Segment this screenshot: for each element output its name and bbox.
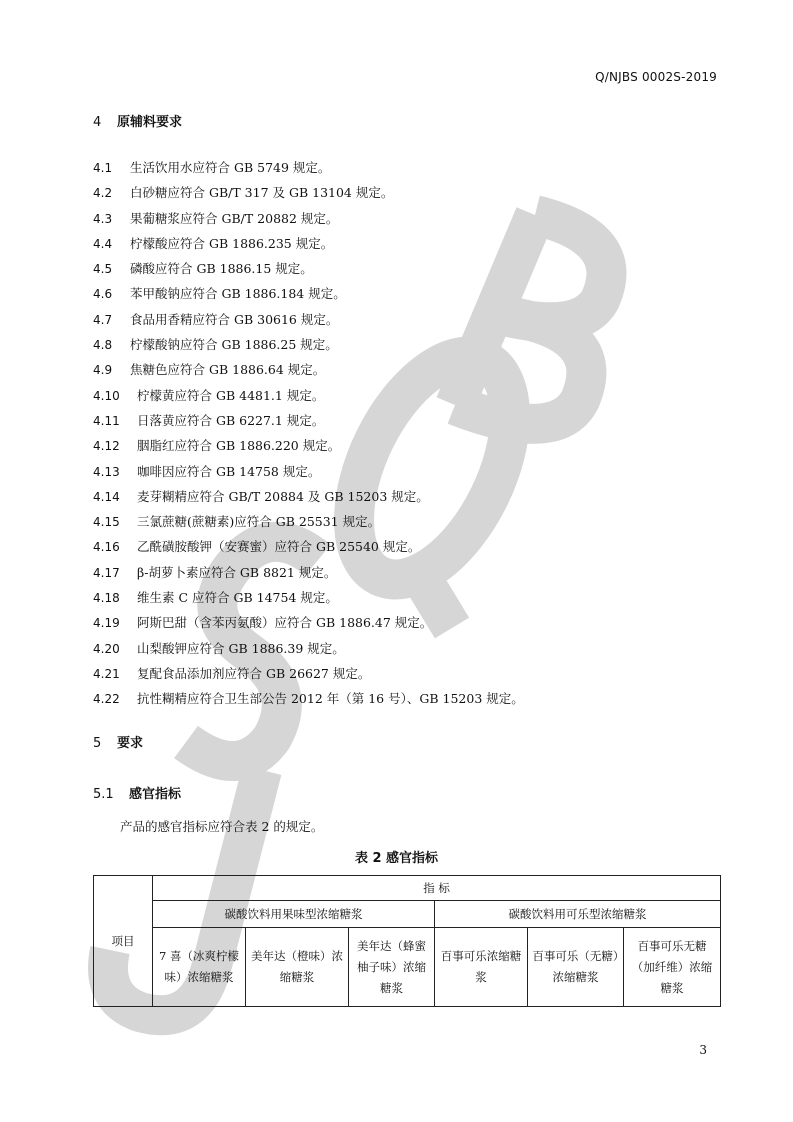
- clause-number: 4.8: [93, 338, 113, 353]
- clause-text: 磷酸应符合 GB 1886.15 规定。: [130, 261, 313, 277]
- clause-item: [93, 459, 524, 484]
- clause-text: 麦芽糊精应符合 GB/T 20884 及 GB 15203 规定。: [137, 488, 429, 504]
- clause-text: 柠檬酸应符合 GB 1886.235 规定。: [130, 235, 334, 251]
- clause-item: [93, 357, 524, 382]
- clause-text: 柠檬酸钠应符合 GB 1886.25 规定。: [130, 337, 338, 353]
- clause-item: [93, 636, 524, 661]
- clause-list: [93, 155, 524, 712]
- clause-item: [93, 408, 524, 433]
- clause-text: 果葡糖浆应符合 GB/T 20882 规定。: [130, 210, 339, 226]
- clause-item: [93, 155, 524, 180]
- table-caption: 表 2 感官指标: [354, 851, 439, 866]
- clause-item: [93, 256, 524, 281]
- clause-number: 4.21: [93, 666, 120, 681]
- column-header-cell: 美年达（橙味）浓缩糖浆: [246, 928, 349, 1007]
- section-title: 要求: [117, 736, 144, 751]
- column-header-cell: 百事可乐（无糖）浓缩糖浆: [528, 928, 624, 1007]
- clause-text: 苯甲酸钠应符合 GB 1886.184 规定。: [130, 286, 346, 302]
- clause-text: 复配食品添加剂应符合 GB 26627 规定。: [137, 665, 371, 681]
- clause-item: [93, 433, 524, 458]
- clause-text: β-胡萝卜素应符合 GB 8821 规定。: [137, 564, 337, 580]
- clause-number: 4.7: [93, 312, 113, 327]
- table-header-row: [94, 876, 721, 901]
- clause-text: 生活饮用水应符合 GB 5749 规定。: [130, 160, 331, 175]
- clause-number: 4.10: [93, 388, 120, 403]
- clause-item: [93, 686, 524, 711]
- clause-number: 4.14: [93, 489, 120, 504]
- intro-paragraph: 产品的感官指标应符合表 2 的规定。: [120, 819, 324, 834]
- clause-item: [93, 534, 524, 559]
- section-4-heading: [93, 111, 182, 130]
- group-header-cell: 碳酸饮料用果味型浓缩糖浆: [153, 901, 435, 928]
- document-code: Q/NJBS 0002S-2019: [595, 70, 717, 84]
- column-header-cell: 百事可乐无糖（加纤维）浓缩糖浆: [624, 928, 721, 1007]
- clause-item: [93, 231, 524, 256]
- section-number: 5.1: [93, 787, 114, 802]
- clause-item: [93, 509, 524, 534]
- clause-item: [93, 206, 524, 231]
- clause-number: 4.16: [93, 540, 120, 555]
- column-header-cell: 7 喜（冰爽柠檬味）浓缩糖浆: [153, 928, 246, 1007]
- clause-item: [93, 281, 524, 306]
- clause-text: 柠檬黄应符合 GB 4481.1 规定。: [137, 387, 325, 403]
- clause-number: 4.9: [93, 363, 113, 378]
- table-group-row: [94, 901, 721, 928]
- clause-item: [93, 307, 524, 332]
- clause-item: [93, 661, 524, 686]
- section-title: 感官指标: [129, 787, 182, 802]
- clause-number: 4.3: [93, 211, 113, 226]
- clause-item: [93, 560, 524, 585]
- sensory-table: [93, 875, 721, 1007]
- clause-text: 三氯蔗糖(蔗糖素)应符合 GB 25531 规定。: [137, 514, 381, 530]
- clause-text: 咖啡因应符合 GB 14758 规定。: [137, 463, 321, 479]
- clause-number: 4.11: [93, 413, 120, 428]
- clause-number: 4.5: [93, 262, 113, 277]
- section-number: 4: [93, 115, 102, 130]
- section-title: 原辅料要求: [117, 115, 183, 130]
- clause-text: 白砂糖应符合 GB/T 317 及 GB 13104 规定。: [130, 185, 394, 201]
- clause-text: 胭脂红应符合 GB 1886.220 规定。: [137, 438, 341, 454]
- clause-number: 4.19: [93, 616, 120, 631]
- clause-number: 4.22: [93, 692, 120, 707]
- clause-number: 4.15: [93, 515, 120, 530]
- clause-text: 山梨酸钾应符合 GB 1886.39 规定。: [137, 640, 345, 656]
- section-5-heading: [93, 732, 143, 751]
- item-header-cell: 项目: [94, 876, 153, 1007]
- clause-number: 4.4: [93, 236, 113, 251]
- clause-number: 4.1: [93, 161, 113, 175]
- clause-text: 日落黄应符合 GB 6227.1 规定。: [137, 412, 325, 428]
- clause-number: 4.20: [93, 641, 120, 656]
- clause-number: 4.2: [93, 186, 113, 201]
- column-header-cell: 美年达（蜂蜜柚子味）浓缩糖浆: [349, 928, 435, 1007]
- indicator-header-cell: 指 标: [153, 876, 721, 901]
- table-column-row: [94, 928, 721, 1007]
- clause-number: 4.13: [93, 464, 120, 479]
- clause-item: [93, 332, 524, 357]
- clause-text: 抗性糊精应符合卫生部公告 2012 年（第 16 号）、GB 15203 规定。: [137, 691, 524, 707]
- clause-item: [93, 610, 524, 635]
- page-number: 3: [699, 1043, 707, 1057]
- clause-item: [93, 180, 524, 205]
- clause-item: [93, 585, 524, 610]
- clause-text: 乙酰磺胺酸钾（安赛蜜）应符合 GB 25540 规定。: [137, 539, 421, 555]
- clause-text: 维生素 C 应符合 GB 14754 规定。: [137, 590, 338, 606]
- section-5-1-heading: [93, 783, 181, 802]
- clause-number: 4.12: [93, 439, 120, 454]
- clause-item: [93, 383, 524, 408]
- clause-text: 焦糖色应符合 GB 1886.64 规定。: [130, 362, 326, 378]
- clause-item: [93, 484, 524, 509]
- clause-number: 4.6: [93, 287, 113, 302]
- clause-text: 阿斯巴甜（含苯丙氨酸）应符合 GB 1886.47 规定。: [137, 615, 433, 631]
- column-header-cell: 百事可乐浓缩糖浆: [435, 928, 528, 1007]
- group-header-cell: 碳酸饮料用可乐型浓缩糖浆: [435, 901, 721, 928]
- clause-number: 4.18: [93, 591, 120, 606]
- clause-number: 4.17: [93, 565, 120, 580]
- clause-text: 食品用香精应符合 GB 30616 规定。: [130, 311, 339, 327]
- section-number: 5: [93, 736, 102, 751]
